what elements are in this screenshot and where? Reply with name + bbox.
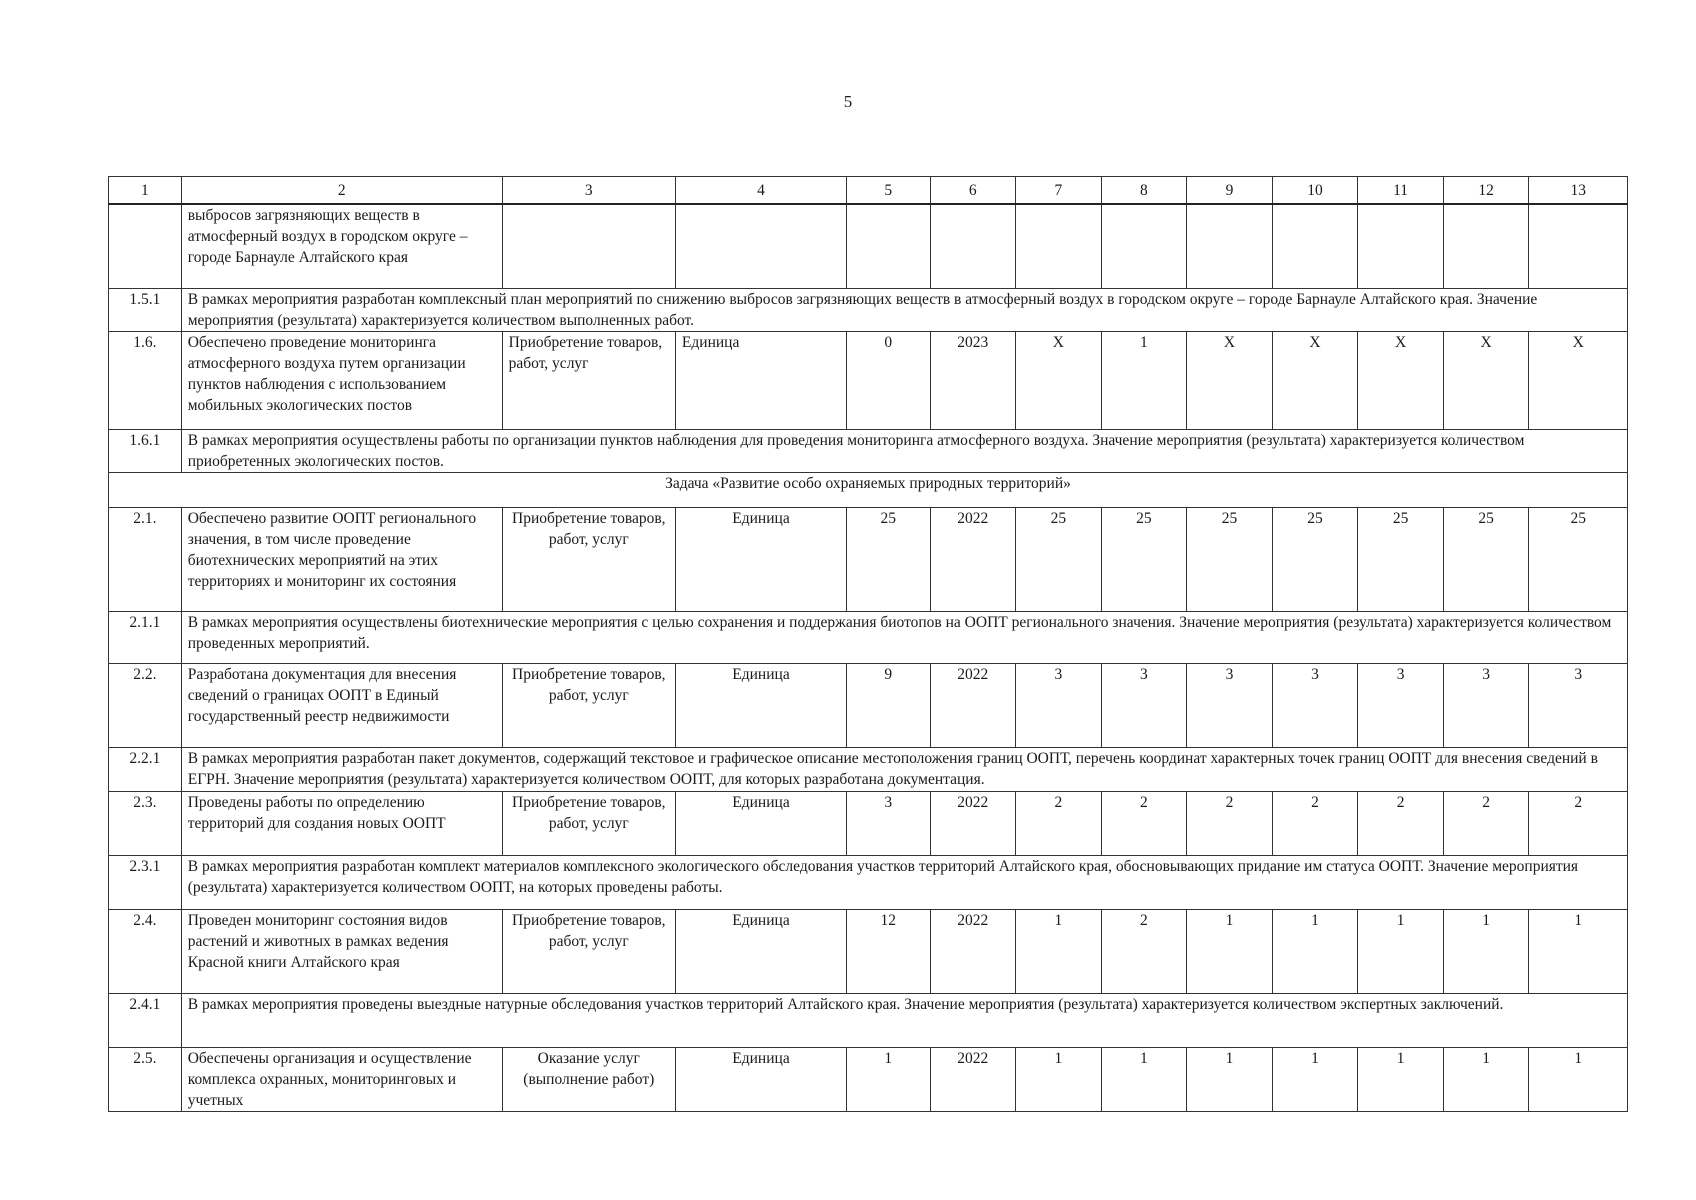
- year-value: 2: [1358, 791, 1444, 855]
- column-header: 3: [502, 177, 675, 205]
- year-value: 1: [1187, 1047, 1273, 1111]
- base-year: 2022: [930, 791, 1016, 855]
- year-value: 1: [1272, 909, 1358, 993]
- table-row: [109, 663, 1628, 747]
- table-row: [109, 791, 1628, 855]
- result-description: В рамках мероприятия осуществлены работы по организации пунктов наблюдения для проведения мониторинга атмосферного воздуха. Значение мероприятия (результата) характеризуется количеством приобретенных экологических постов.: [181, 429, 1627, 472]
- row-number: 1.6.: [109, 331, 182, 429]
- year-value: 25: [1187, 507, 1273, 611]
- year-value: 2: [1016, 791, 1102, 855]
- year-value: 1: [1272, 1047, 1358, 1111]
- row-number: 1.6.1: [109, 429, 182, 472]
- year-value: 1: [1358, 909, 1444, 993]
- year-value: 1: [1443, 909, 1529, 993]
- table-row-description: [109, 747, 1628, 791]
- year-value: 2: [1443, 791, 1529, 855]
- row-number: 2.1.1: [109, 611, 182, 663]
- table-row-description: [109, 611, 1628, 663]
- year-value: X: [1529, 331, 1628, 429]
- year-value: 1: [1529, 909, 1628, 993]
- measure-type: Приобретение товаров, работ, услуг: [502, 909, 675, 993]
- result-description: В рамках мероприятия разработан пакет документов, содержащий текстовое и графическое описание местоположения границ ООПТ, перечень координат характерных точек границ ООПТ для внесения сведений в ЕГРН. Значение мероприятия (результата) характеризуется количеством ООПТ, для которых разработана документация.: [181, 747, 1627, 791]
- year-value: 2: [1101, 909, 1187, 993]
- year-value: 25: [1101, 507, 1187, 611]
- year-value: 1: [1358, 1047, 1444, 1111]
- measure-name: Обеспечено развитие ООПТ регионального значения, в том числе проведение биотехнических мероприятий на этих территориях и мониторинг их состояния: [181, 507, 502, 611]
- base-year: 2023: [930, 331, 1016, 429]
- result-description: В рамках мероприятия разработан комплект материалов комплексного экологического обследования участков территорий Алтайского края, обосновывающих придание им статуса ООПТ. Значение мероприятия (результата) характеризуется количеством ООПТ, на которых проведены работы.: [181, 855, 1627, 909]
- year-value: 1: [1187, 909, 1273, 993]
- column-header: 7: [1016, 177, 1102, 205]
- base-value: 0: [847, 331, 930, 429]
- year-value: X: [1358, 331, 1444, 429]
- unit: Единица: [675, 331, 846, 429]
- year-value: 2: [1272, 791, 1358, 855]
- table-row: [109, 331, 1628, 429]
- column-header: 6: [930, 177, 1016, 205]
- base-value: 1: [847, 1047, 930, 1111]
- base-year: 2022: [930, 663, 1016, 747]
- unit: Единица: [675, 663, 846, 747]
- base-year: 2022: [930, 1047, 1016, 1111]
- table-row-continuation: [109, 204, 1628, 288]
- column-header: 4: [675, 177, 846, 205]
- year-value: X: [1187, 331, 1273, 429]
- year-value: 3: [1443, 663, 1529, 747]
- result-description: В рамках мероприятия разработан комплексный план мероприятий по снижению выбросов загрязняющих веществ в атмосферный воздух в городском округе – городе Барнауле Алтайского края. Значение мероприятия (результата) характеризуется количеством выполненных работ.: [181, 288, 1627, 331]
- result-description: В рамках мероприятия проведены выездные натурные обследования участков территорий Алтайского края. Значение мероприятия (результата) характеризуется количеством экспертных заключений.: [181, 993, 1627, 1047]
- row-number: 2.1.: [109, 507, 182, 611]
- measure-type: Оказание услуг (выполнение работ): [502, 1047, 675, 1111]
- year-value: 1: [1101, 1047, 1187, 1111]
- measure-name: выбросов загрязняющих веществ в атмосферный воздух в городском округе – городе Барнауле Алтайского края: [181, 204, 502, 288]
- measure-name: Проведены работы по определению территорий для создания новых ООПТ: [181, 791, 502, 855]
- year-value: 25: [1358, 507, 1444, 611]
- row-number: 2.2.: [109, 663, 182, 747]
- column-header: 9: [1187, 177, 1273, 205]
- table-row: [109, 1047, 1628, 1111]
- base-value: 25: [847, 507, 930, 611]
- measure-type: Приобретение товаров, работ, услуг: [502, 331, 675, 429]
- row-number: 2.4.: [109, 909, 182, 993]
- base-year: 2022: [930, 909, 1016, 993]
- year-value: 1: [1529, 1047, 1628, 1111]
- column-header: 13: [1529, 177, 1628, 205]
- table-row: [109, 507, 1628, 611]
- column-header: 1: [109, 177, 182, 205]
- measure-name: Обеспечены организация и осуществление комплекса охранных, мониторинговых и учетных: [181, 1047, 502, 1111]
- measure-name: Обеспечено проведение мониторинга атмосферного воздуха путем организации пунктов наблюдения с использованием мобильных экологических постов: [181, 331, 502, 429]
- year-value: 1: [1016, 1047, 1102, 1111]
- base-value: 9: [847, 663, 930, 747]
- measure-name: Проведен мониторинг состояния видов растений и животных в рамках ведения Красной книги Алтайского края: [181, 909, 502, 993]
- year-value: X: [1443, 331, 1529, 429]
- table-row-description: [109, 429, 1628, 472]
- column-header: 10: [1272, 177, 1358, 205]
- table-row-description: [109, 993, 1628, 1047]
- year-value: 25: [1016, 507, 1102, 611]
- page-number: 5: [843, 92, 853, 111]
- year-value: 3: [1529, 663, 1628, 747]
- table-header-row: [109, 177, 1628, 205]
- base-value: 12: [847, 909, 930, 993]
- column-header: 11: [1358, 177, 1444, 205]
- base-year: 2022: [930, 507, 1016, 611]
- unit: Единица: [675, 507, 846, 611]
- year-value: 1: [1101, 331, 1187, 429]
- year-value: 2: [1187, 791, 1273, 855]
- base-value: 3: [847, 791, 930, 855]
- row-number: 2.3.1: [109, 855, 182, 909]
- column-header: 12: [1443, 177, 1529, 205]
- task-title: Задача «Развитие особо охраняемых природных территорий»: [109, 472, 1628, 507]
- unit: Единица: [675, 1047, 846, 1111]
- year-value: 1: [1443, 1047, 1529, 1111]
- task-header-row: [109, 472, 1628, 507]
- year-value: 3: [1272, 663, 1358, 747]
- row-number: 2.5.: [109, 1047, 182, 1111]
- year-value: 25: [1529, 507, 1628, 611]
- row-number: 2.3.: [109, 791, 182, 855]
- table-row: [109, 909, 1628, 993]
- result-description: В рамках мероприятия осуществлены биотехнические мероприятия с целью сохранения и поддержания биотопов на ООПТ регионального значения. Значение мероприятия (результата) характеризуется количеством проведенных мероприятий.: [181, 611, 1627, 663]
- year-value: 3: [1358, 663, 1444, 747]
- measure-type: Приобретение товаров, работ, услуг: [502, 507, 675, 611]
- column-header: 5: [847, 177, 930, 205]
- unit: Единица: [675, 909, 846, 993]
- year-value: 2: [1101, 791, 1187, 855]
- table-row-description: [109, 288, 1628, 331]
- year-value: 2: [1529, 791, 1628, 855]
- row-number: 1.5.1: [109, 288, 182, 331]
- year-value: 3: [1187, 663, 1273, 747]
- year-value: 25: [1272, 507, 1358, 611]
- year-value: 25: [1443, 507, 1529, 611]
- year-value: 1: [1016, 909, 1102, 993]
- row-number: 2.4.1: [109, 993, 182, 1047]
- year-value: X: [1016, 331, 1102, 429]
- year-value: X: [1272, 331, 1358, 429]
- year-value: 3: [1101, 663, 1187, 747]
- table-row-description: [109, 855, 1628, 909]
- year-value: 3: [1016, 663, 1102, 747]
- measures-table: [108, 176, 1628, 1112]
- measure-name: Разработана документация для внесения сведений о границах ООПТ в Единый государственный реестр недвижимости: [181, 663, 502, 747]
- column-header: 2: [181, 177, 502, 205]
- measure-type: Приобретение товаров, работ, услуг: [502, 663, 675, 747]
- column-header: 8: [1101, 177, 1187, 205]
- measure-type: Приобретение товаров, работ, услуг: [502, 791, 675, 855]
- unit: Единица: [675, 791, 846, 855]
- row-number: 2.2.1: [109, 747, 182, 791]
